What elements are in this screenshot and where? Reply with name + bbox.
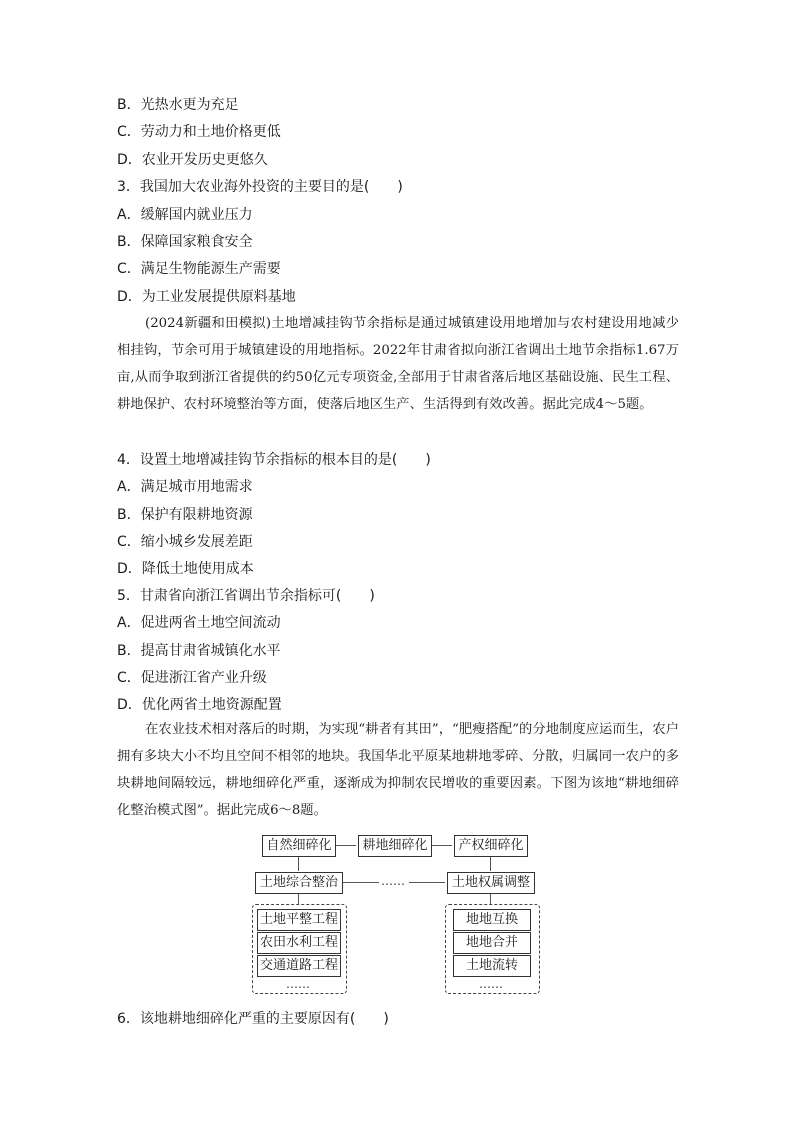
land-transfer-box: 土地流转: [453, 955, 531, 977]
q5-stem: 5．甘肃省向浙江省调出节余指标可( ): [117, 588, 375, 604]
natural-fragmentation-box: 自然细碎化: [262, 835, 336, 857]
arrow-center-to-right: [432, 845, 452, 846]
q3-option-b: B．保障国家粮食安全: [117, 234, 253, 250]
road-engineering-box: 交通道路工程: [257, 955, 341, 977]
q2-option-b: B．光热水更为充足: [117, 97, 239, 113]
q4-option-d: D．降低土地使用成本: [117, 561, 254, 577]
arrow-natural-down: [298, 857, 299, 871]
q4-option-b: B．保护有限耕地资源: [117, 507, 253, 523]
q3-option-a: A．缓解国内就业压力: [117, 207, 253, 223]
arrow-property-down: [490, 857, 491, 871]
q4-option-c: C．缩小城乡发展差距: [117, 534, 253, 550]
q5-option-c: C．促进浙江省产业升级: [117, 670, 267, 686]
q5-option-d: D．优化两省土地资源配置: [117, 697, 282, 713]
arrow-right-group: [490, 894, 491, 904]
comprehensive-remediation-box: 土地综合整治: [255, 872, 343, 894]
q2-option-d: D．农业开发历史更悠久: [117, 152, 268, 168]
q3-option-d: D．为工业发展提供原料基地: [117, 289, 296, 305]
arrow-mid-right: [409, 882, 445, 883]
arrow-left-group: [298, 894, 299, 904]
passage-fragmentation: [117, 716, 679, 824]
arrow-center-to-left: [336, 845, 356, 846]
q3-option-c: C．满足生物能源生产需要: [117, 261, 281, 277]
q2-option-c: C．劳动力和土地价格更低: [117, 124, 281, 140]
passage-land-index: [117, 310, 679, 418]
ownership-adjustment-box: 土地权属调整: [447, 872, 535, 894]
passage-land-index-text: (2024新疆和田模拟)土地增减挂钩节余指标是通过城镇建设用地增加与农村建设用地减少相挂钩，节余可用于城镇建设的用地指标。2022年甘肃省拟向浙江省调出土地节余指标1.67万亩,从而争取到浙江省提供的约50亿元专项资金,全部用于甘肃省落后地区基础设施、民生工程、耕地保护、农村环境整治等方面，使落后地区生产、生活得到有效改善。据此完成4～5题。: [117, 316, 679, 412]
fragmentation-diagram: [250, 830, 550, 1000]
land-merge-box: 地地合并: [453, 932, 531, 954]
q6-stem: 6．该地耕地细碎化严重的主要原因有( ): [117, 1011, 389, 1027]
mid-ellipsis: ……: [381, 874, 405, 888]
left-group-ellipsis: ……: [286, 977, 310, 991]
arrow-mid-left: [343, 882, 379, 883]
q4-stem: 4．设置土地增减挂钩节余指标的根本目的是( ): [117, 452, 431, 468]
q5-option-a: A．促进两省土地空间流动: [117, 615, 281, 631]
property-fragmentation-box: 产权细碎化: [454, 835, 528, 857]
land-leveling-box: 土地平整工程: [257, 909, 341, 931]
irrigation-box: 农田水利工程: [257, 932, 341, 954]
fragmentation-center-box: 耕地细碎化: [358, 835, 432, 857]
q5-option-b: B．提高甘肃省城镇化水平: [117, 643, 281, 659]
q4-option-a: A．满足城市用地需求: [117, 479, 253, 495]
q3-stem: 3．我国加大农业海外投资的主要目的是( ): [117, 179, 403, 195]
passage-fragmentation-text: 在农业技术相对落后的时期，为实现“耕者有其田”，“肥瘦搭配”的分地制度应运而生，农户拥有多块大小不均且空间不相邻的地块。我国华北平原某地耕地零碎、分散，归属同一农户的多块耕地间隔较远，耕地细碎化严重，逐渐成为抑制农民增收的重要因素。下图为该地“耕地细碎化整治模式图”。据此完成6～8题。: [117, 722, 679, 818]
right-group-ellipsis: ……: [479, 977, 503, 991]
land-swap-box: 地地互换: [453, 909, 531, 931]
